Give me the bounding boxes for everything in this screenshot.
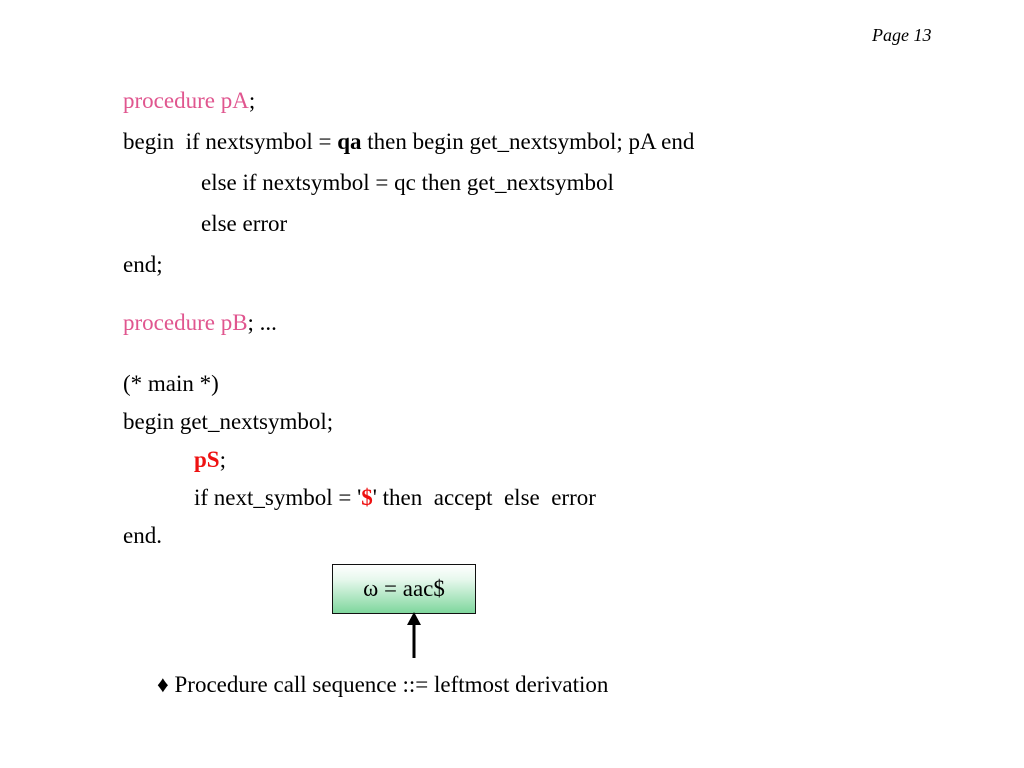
code-text: ;: [219, 447, 226, 472]
code-text: if next_symbol = ': [194, 485, 362, 510]
ps-call-symbol: pS: [194, 447, 220, 472]
code-text: then begin get_nextsymbol; pA end: [361, 129, 695, 154]
code-line-else-error: else error: [201, 211, 288, 236]
code-text: ' then accept else error: [372, 485, 596, 510]
code-text: ;: [248, 88, 256, 113]
code-line-main-comment: (* main *): [123, 371, 219, 396]
procedure-keyword: procedure pA: [123, 88, 249, 113]
procedure-keyword: procedure pB: [123, 310, 248, 335]
code-line-end-dot: end.: [123, 523, 162, 548]
code-line-ps-call: [194, 447, 226, 473]
bold-symbol: qa: [337, 129, 362, 154]
code-line-begin-if: [123, 129, 694, 155]
bullet-text: Procedure call sequence ::= leftmost derivation: [174, 672, 609, 697]
code-line-begin-main: begin get_nextsymbol;: [123, 409, 334, 434]
up-arrow-icon: [402, 612, 426, 658]
input-string-text: ω = aac$: [363, 576, 445, 601]
input-string-box: [332, 564, 476, 614]
code-line-else-if: else if nextsymbol = qc then get_nextsymbol: [201, 170, 614, 195]
code-line-procedure-pa: [123, 88, 255, 114]
code-text: ; ...: [247, 310, 277, 335]
code-line-if-accept: [194, 485, 596, 511]
code-line-procedure-pb: [123, 310, 277, 336]
dollar-symbol: $: [361, 485, 373, 510]
diamond-bullet-icon: ♦: [157, 672, 169, 697]
code-text: begin if nextsymbol =: [123, 129, 338, 154]
page-number: Page 13: [872, 25, 932, 45]
bullet-point: [157, 671, 608, 699]
code-line-end: end;: [123, 252, 163, 277]
